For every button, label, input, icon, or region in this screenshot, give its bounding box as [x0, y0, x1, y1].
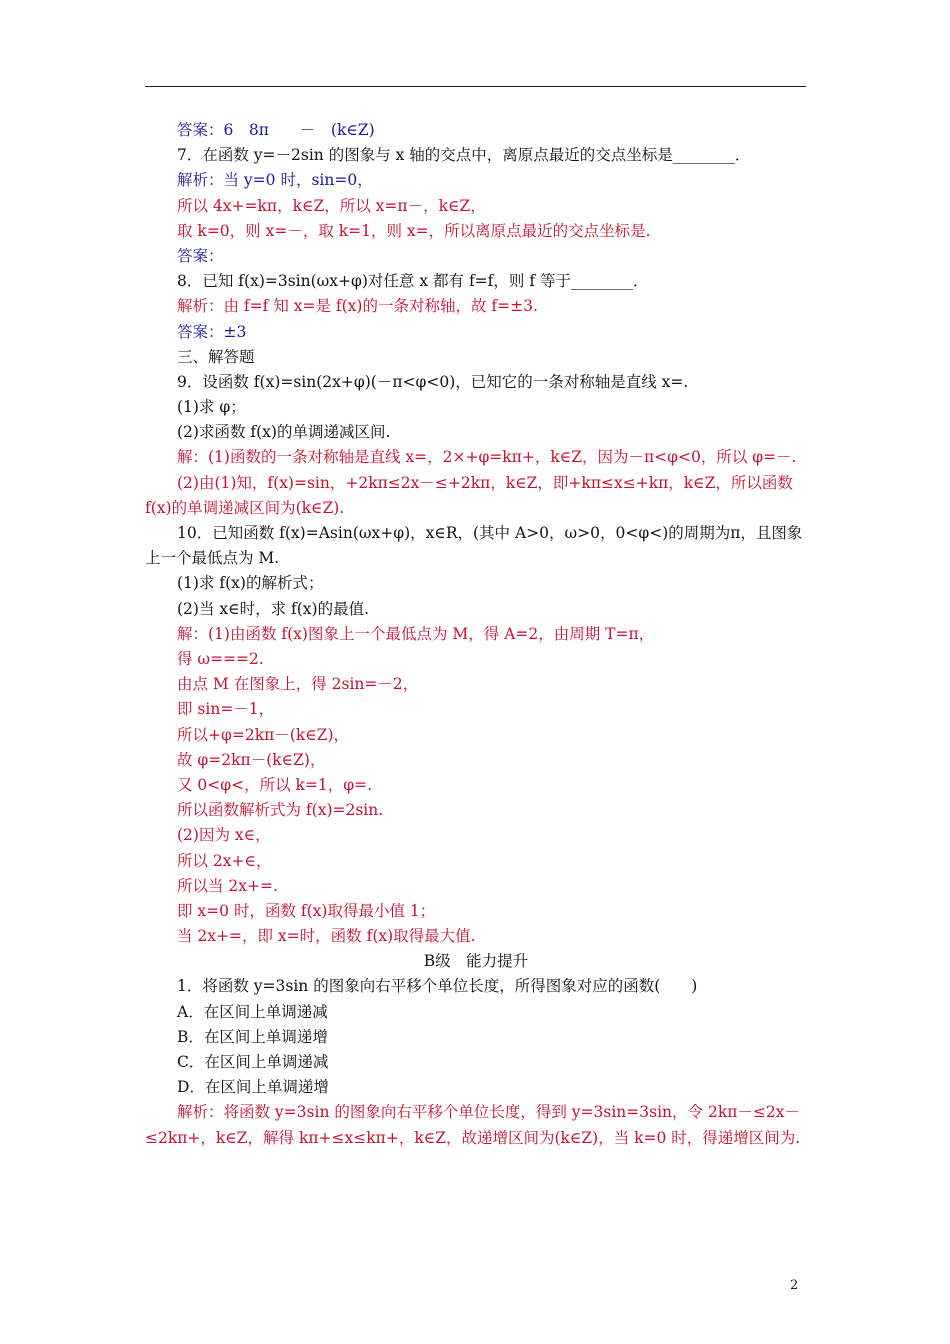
text-line: 所以当 2x+=.	[177, 876, 278, 895]
text-line: 取 k=0，则 x=－，取 k=1，则 x=，所以离原点最近的交点坐标是.	[177, 221, 651, 240]
header-rule	[145, 86, 806, 87]
text-line: A．在区间上单调递减	[177, 1002, 328, 1021]
text-line: B．在区间上单调递增	[177, 1027, 328, 1046]
text-line: 答案：6 8π － (k∈Z)	[177, 121, 375, 139]
text-line: D．在区间上单调递增	[177, 1078, 329, 1097]
text-line: B级 能力提升	[423, 952, 529, 971]
text-line: 故 φ=2kπ－(k∈Z)，	[177, 750, 326, 769]
text-line: 1．将函数 y=3sin 的图象向右平移个单位长度，所得图象对应的函数( )	[177, 977, 698, 996]
text-line: 9．设函数 f(x)=sin(2x+φ)(－π<φ<0)，已知它的一条对称轴是直线 x=.	[177, 372, 689, 391]
text-line: 所以 4x+=kπ，k∈Z，所以 x=π－，k∈Z，	[177, 196, 486, 215]
text-line: 所以 2x+∈，	[177, 851, 272, 870]
text-line: 答案：	[177, 246, 224, 265]
text-line: (2)当 x∈时，求 f(x)的最值.	[177, 599, 370, 618]
document-body	[145, 118, 807, 1151]
text-line: 8．已知 f(x)=3sin(ωx+φ)对任意 x 都有 f=f，则 f 等于________．	[177, 272, 649, 291]
text-line: 7．在函数 y=－2sin 的图象与 x 轴的交点中，离原点最近的交点坐标是________．	[177, 146, 751, 165]
text-line: 得 ω===2.	[177, 650, 264, 669]
text-line: 10．已知函数 f(x)=Asin(ωx+φ)，x∈R，(其中 A>0，ω>0，0<φ<)的周期为π，且图象上一个最低点为 M.	[145, 524, 803, 568]
text-line: 又 0<φ<，所以 k=1，φ=.	[177, 775, 373, 794]
page-number: 2	[790, 1278, 799, 1293]
text-line: 解析：由 f=f 知 x=是 f(x)的一条对称轴，故 f=±3.	[177, 297, 538, 316]
text-line: 由点 M 在图象上，得 2sin=－2，	[177, 675, 419, 694]
text-line: 即 x=0 时，函数 f(x)取得最小值 1；	[177, 901, 436, 920]
text-line: 答案：±3	[177, 322, 247, 341]
text-line: (2)求函数 f(x)的单调递减区间.	[177, 423, 391, 442]
text-line: 解：(1)函数的一条对称轴是直线 x=，2×+φ=kπ+，k∈Z，因为－π<φ<0，所以 φ=－.	[177, 448, 797, 467]
text-line: (2)由(1)知，f(x)=sin，+2kπ≤2x－≤+2kπ，k∈Z，即+kπ≤x≤+kπ，k∈Z，所以函数 f(x)的单调递减区间为(k∈Z).	[145, 473, 793, 517]
text-line: (1)求 φ；	[177, 398, 246, 417]
text-line: 解析：当 y=0 时，sin=0，	[177, 171, 373, 190]
text-line: 当 2x+=，即 x=时，函数 f(x)取得最大值.	[177, 927, 476, 946]
text-line: 所以函数解析式为 f(x)=2sin.	[177, 801, 384, 820]
text-line: 即 sin=－1，	[177, 700, 275, 719]
text-line: 解：(1)由函数 f(x)图象上一个最低点为 M，得 A=2，由周期 T=π，	[177, 624, 655, 643]
text-line: C．在区间上单调递减	[177, 1053, 329, 1072]
text-line: 解析：将函数 y=3sin 的图象向右平移个单位长度，得到 y=3sin=3sin，令 2kπ－≤2x－≤2kπ+，k∈Z，解得 kπ+≤x≤kπ+，k∈Z，故递增区间为(k∈Z)，当 k=0 时，得递增区间为.	[145, 1103, 801, 1147]
text-line: 三、解答题	[177, 347, 255, 366]
text-line: 所以+φ=2kπ－(k∈Z)，	[177, 725, 349, 744]
text-line: (2)因为 x∈，	[177, 826, 271, 845]
text-line: (1)求 f(x)的解析式；	[177, 574, 324, 593]
